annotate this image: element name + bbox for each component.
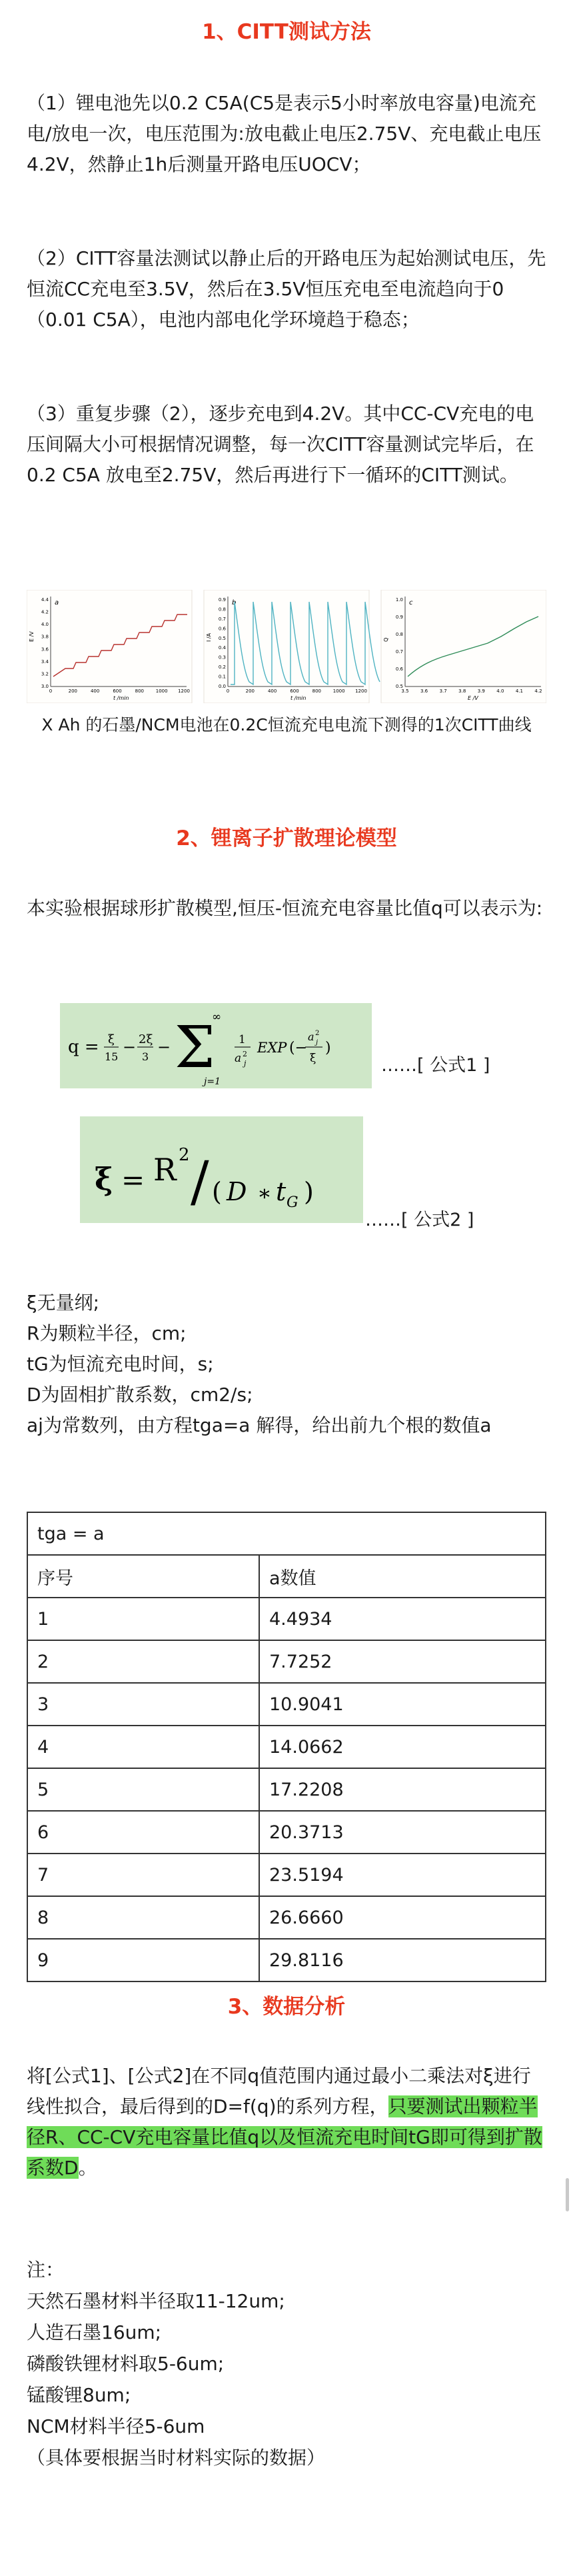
y-tick-label: 3.0 (41, 684, 49, 689)
svg-text:a: a (235, 1052, 242, 1065)
x-tick-label: 4.2 (534, 688, 542, 694)
y-tick-label: 3.4 (41, 658, 49, 664)
plot-a-ylabel: E /V (29, 631, 35, 642)
y-tick-label: 0.8 (218, 607, 226, 613)
table-cell-index: 8 (27, 1896, 259, 1939)
svg-text:t: t (276, 1177, 286, 1206)
x-tick-label: 4.0 (496, 688, 504, 694)
citt-figure-svg (27, 590, 546, 703)
svg-text:=: = (121, 1164, 145, 1196)
plot-c-label: c (409, 599, 413, 607)
figure-caption: X Ah 的石墨/NCM电池在0.2C恒流充电电流下测得的1次CITT曲线 (41, 715, 532, 734)
svg-text:(−: (− (289, 1040, 308, 1056)
x-tick-label: 1200 (355, 688, 367, 694)
y-tick-label: 0.6 (218, 626, 226, 632)
table-cell-index: 5 (27, 1768, 259, 1811)
plot-b-label: b (232, 599, 237, 607)
x-tick-label: 3.6 (420, 688, 428, 694)
table-row (27, 1726, 546, 1768)
section3-title: 3、数据分析 (227, 1995, 346, 2019)
x-tick-label: 1000 (332, 688, 345, 694)
y-tick-label: 0.8 (395, 632, 403, 637)
section3-paragraph (27, 2061, 546, 2183)
y-tick-label: 0.2 (218, 664, 226, 670)
svg-text:ξ: ξ (310, 1052, 316, 1065)
table-row (27, 1854, 546, 1896)
y-tick-label: 0.1 (218, 674, 226, 680)
table-row (27, 1939, 546, 1981)
svg-text:(: ( (212, 1177, 222, 1206)
svg-text:j=1: j=1 (204, 1076, 221, 1087)
y-tick-label: 0.7 (218, 616, 226, 622)
svg-text:): ) (304, 1177, 314, 1206)
note-disclaimer: （具体要根据当时材料实际的数据） (27, 2447, 326, 2469)
svg-text:−: − (157, 1038, 171, 1056)
table-header-row (27, 1555, 546, 1598)
svg-text:q =: q = (68, 1037, 99, 1057)
y-tick-label: 0.3 (218, 654, 226, 660)
svg-text:): ) (325, 1040, 331, 1056)
svg-text:2: 2 (315, 1030, 320, 1037)
svg-text:3: 3 (142, 1050, 149, 1063)
note-lfp: 磷酸铁锂材料取5-6um; (27, 2353, 225, 2375)
plot-c (381, 590, 546, 703)
table-cell-value: 7.7252 (259, 1640, 546, 1683)
note-ncm: NCM材料半径5-6um (27, 2415, 205, 2437)
svg-text:j: j (316, 1039, 318, 1046)
section2-title: 2、锂离子扩散理论模型 (176, 826, 397, 850)
definition-r: R为颗粒半径，cm; (27, 1322, 187, 1344)
definition-tg: tG为恒流充电时间，s; (27, 1353, 214, 1375)
formula-2-tag: ……[ 公式2 ] (365, 1210, 474, 1230)
note-natural-graphite: 天然石墨材料半径取11-12um; (27, 2290, 285, 2312)
x-tick-label: 200 (245, 688, 255, 694)
table-row (27, 1811, 546, 1854)
definitions-list (27, 1288, 546, 1441)
svg-text:15: 15 (105, 1050, 119, 1063)
section2-intro: 本实验根据球形扩散模型,恒压-恒流充电容量比值q可以表示为: (27, 897, 543, 919)
x-tick-label: 3.5 (401, 688, 409, 694)
formula-2-image (80, 1116, 363, 1223)
svg-text:2: 2 (179, 1145, 190, 1165)
plot-a-label: a (55, 599, 59, 607)
svg-text:a: a (308, 1030, 314, 1043)
y-tick-label: 4.0 (41, 622, 49, 628)
definition-xi: ξ无量纲; (27, 1292, 100, 1314)
y-tick-label: 0.0 (218, 684, 226, 689)
svg-text:2: 2 (243, 1050, 247, 1058)
section3-highlight: 只要测试出颗粒半径R、CC-CV充电容量比值q以及恒流充电时间tG即可得到扩散系数D (27, 2095, 542, 2179)
table-cell-index: 9 (27, 1939, 259, 1981)
svg-text:j: j (244, 1059, 247, 1068)
table-row (27, 1683, 546, 1726)
y-tick-label: 0.4 (218, 645, 226, 651)
table-cell-index: 3 (27, 1683, 259, 1726)
y-tick-label: 0.6 (395, 666, 403, 672)
y-tick-label: 3.8 (41, 634, 49, 640)
section1-paragraph-3: （3）重复步骤（2），逐步充电到4.2V。其中CC-CV充电的电压间隔大小可根据情况调整，每一次CITT容量测试完毕后，在0.2 C5A 放电至2.75V，然后再进行下一循环的CITT测试。 (27, 403, 534, 486)
plot-c-ylabel: Q (383, 637, 389, 642)
y-tick-label: 0.9 (218, 597, 226, 603)
x-tick-label: 1200 (178, 688, 190, 694)
svg-text:/: / (191, 1150, 209, 1214)
plot-b-ylabel: I /A (206, 633, 212, 642)
x-tick-label: 800 (312, 688, 322, 694)
x-tick-label: 600 (113, 688, 122, 694)
y-tick-label: 3.6 (41, 646, 49, 652)
formula-1-tag: ……[ 公式1 ] (381, 1055, 490, 1076)
section1-title: 1、CITT测试方法 (202, 20, 371, 44)
table-row (27, 1768, 546, 1811)
x-tick-label: 600 (290, 688, 299, 694)
note-title: 注： (27, 2259, 65, 2281)
plot-a-xlabel: t /min (113, 695, 129, 701)
x-tick-label: 800 (135, 688, 145, 694)
svg-text:EXP: EXP (257, 1040, 287, 1056)
y-tick-label: 4.4 (41, 597, 49, 603)
svg-text:∗: ∗ (257, 1180, 272, 1206)
y-tick-label: 3.2 (41, 671, 49, 677)
table-cell-value: 20.3713 (259, 1811, 546, 1854)
roots-table (27, 1512, 546, 1982)
table-row (27, 1896, 546, 1939)
citt-figure (27, 590, 546, 703)
plot-b (204, 590, 380, 703)
y-tick-label: 0.5 (395, 684, 403, 689)
definition-aj: aj为常数列，由方程tga=a 解得，给出前九个根的数值a (27, 1414, 492, 1436)
x-tick-label: 400 (90, 688, 100, 694)
table-cell-value: 29.8116 (259, 1939, 546, 1981)
y-tick-label: 4.2 (41, 609, 49, 615)
svg-text:R: R (153, 1152, 177, 1188)
x-tick-label: 3.7 (439, 688, 447, 694)
table-cell-value: 26.6660 (259, 1896, 546, 1939)
svg-text:ξ: ξ (95, 1161, 113, 1197)
table-title: tga = a (27, 1512, 546, 1555)
svg-text:−: − (123, 1038, 137, 1056)
x-tick-label: 200 (68, 688, 78, 694)
x-tick-label: 1000 (155, 688, 168, 694)
section3-text-end: 。 (78, 2157, 97, 2179)
plot-c-xlabel: E /V (468, 695, 478, 701)
svg-text:1: 1 (239, 1033, 246, 1046)
x-tick-label: 4.1 (515, 688, 523, 694)
formula-2 (80, 1116, 363, 1223)
scrollbar-thumb[interactable] (566, 2178, 569, 2211)
table-cell-value: 14.0662 (259, 1726, 546, 1768)
notes-block (27, 2254, 546, 2473)
x-tick-label: 3.9 (477, 688, 485, 694)
svg-text:ξ: ξ (108, 1032, 115, 1046)
section1-paragraph-2: （2）CITT容量法测试以静止后的开路电压为起始测试电压，先恒流CC充电至3.5V，然后在3.5V恒压充电至电流趋向于0（0.01 C5A），电池内部电化学环境趋于稳态； (27, 247, 546, 331)
svg-text:G: G (286, 1194, 298, 1211)
note-artificial-graphite: 人造石墨16um; (27, 2321, 162, 2343)
svg-text:∞: ∞ (212, 1010, 222, 1024)
plot-b-xlabel: t /min (290, 695, 306, 701)
table-cell-value: 17.2208 (259, 1768, 546, 1811)
note-lmo: 锰酸锂8um; (27, 2384, 131, 2406)
table-cell-index: 6 (27, 1811, 259, 1854)
table-cell-index: 4 (27, 1726, 259, 1768)
x-tick-label: 0 (49, 688, 53, 694)
table-header-index: 序号 (27, 1555, 259, 1598)
table-cell-index: 2 (27, 1640, 259, 1683)
x-tick-label: 3.8 (458, 688, 466, 694)
table-cell-value: 10.9041 (259, 1683, 546, 1726)
svg-text:2ξ: 2ξ (139, 1032, 153, 1046)
section3-text: 将[公式1]、[公式2]在不同q值范围内通过最小二乘法对ξ进行线性拟合，最后得到的D=f(q)的系列方程， (27, 2065, 531, 2117)
x-tick-label: 400 (267, 688, 277, 694)
svg-text:D: D (227, 1177, 247, 1206)
y-tick-label: 0.7 (395, 649, 403, 654)
svg-text:Σ: Σ (175, 1014, 215, 1081)
y-tick-label: 1.0 (395, 597, 403, 603)
table-cell-value: 4.4934 (259, 1598, 546, 1640)
x-tick-label: 0 (226, 688, 230, 694)
y-tick-label: 0.5 (218, 635, 226, 641)
formula-1-image (60, 1003, 372, 1088)
table-row (27, 1640, 546, 1683)
table-cell-value: 23.5194 (259, 1854, 546, 1896)
table-cell-index: 1 (27, 1598, 259, 1640)
formula-1 (60, 1003, 372, 1088)
plot-a (27, 590, 192, 703)
definition-d: D为固相扩散系数，cm2/s; (27, 1384, 253, 1406)
table-cell-index: 7 (27, 1854, 259, 1896)
y-tick-label: 0.9 (395, 615, 403, 620)
table-row (27, 1598, 546, 1640)
table-title-row (27, 1512, 546, 1555)
table-header-value: a数值 (259, 1555, 546, 1598)
section1-paragraph-1: （1）锂电池先以0.2 C5A(C5是表示5小时率放电容量)电流充电/放电一次，电压范围为:放电截止电压2.75V、充电截止电压4.2V，然静止1h后测量开路电压UOCV； (27, 92, 542, 175)
